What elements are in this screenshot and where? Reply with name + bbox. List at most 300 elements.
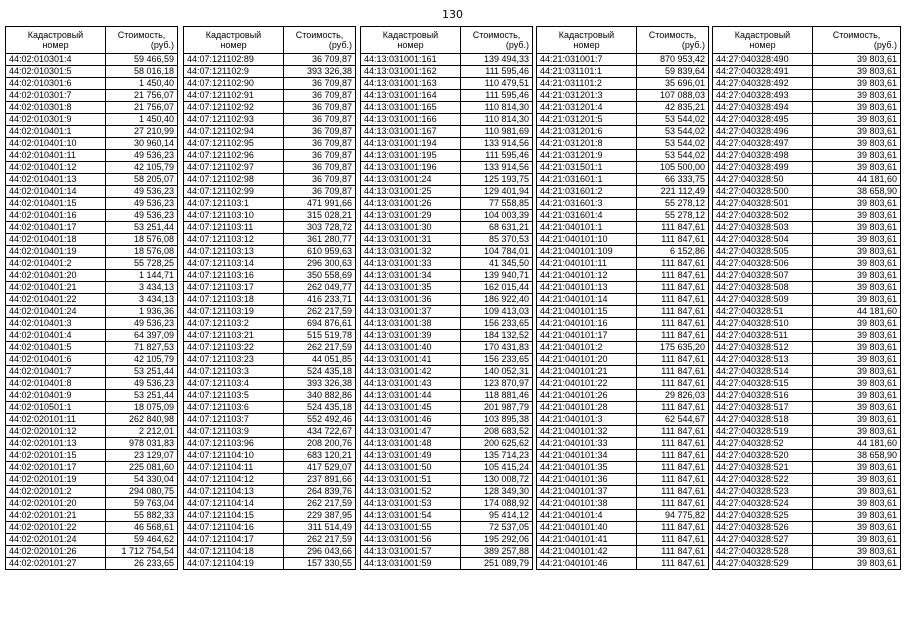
table-header-row bbox=[361, 27, 533, 54]
cadastral-number: 44:07:121104:14 bbox=[184, 498, 284, 510]
cost-value: 104 784,01 bbox=[461, 246, 533, 258]
cadastral-number: 44:02:010401:18 bbox=[6, 234, 106, 246]
cadastral-number: 44:27:040328:503 bbox=[713, 222, 813, 234]
cost-header-line2: (руб.) bbox=[505, 40, 529, 50]
cost-value: 53 544,02 bbox=[637, 138, 709, 150]
table-row bbox=[361, 78, 533, 90]
cadastral-number: 44:21:040101:4 bbox=[537, 510, 637, 522]
cadastral-number: 44:02:020101:19 bbox=[6, 474, 106, 486]
cadastral-table-2 bbox=[183, 26, 356, 570]
cost-header bbox=[637, 27, 709, 54]
table-row bbox=[6, 174, 178, 186]
cost-value: 393 326,38 bbox=[284, 378, 356, 390]
table-row bbox=[184, 66, 356, 78]
table-row bbox=[6, 126, 178, 138]
table-row bbox=[537, 258, 709, 270]
cadastral-number: 44:21:031601:4 bbox=[537, 210, 637, 222]
table-header-row bbox=[537, 27, 709, 54]
cost-value: 39 803,61 bbox=[813, 270, 901, 282]
cadastral-number: 44:13:031001:31 bbox=[361, 234, 461, 246]
cost-value: 64 397,09 bbox=[106, 330, 178, 342]
table-row bbox=[537, 78, 709, 90]
cadastral-number-header bbox=[537, 27, 637, 54]
table-row bbox=[713, 294, 901, 306]
cadastral-number: 44:21:031201:4 bbox=[537, 102, 637, 114]
table-row bbox=[361, 498, 533, 510]
cadastral-number: 44:27:040328:494 bbox=[713, 102, 813, 114]
cost-value: 3 434,13 bbox=[106, 282, 178, 294]
cost-value: 55 278,12 bbox=[637, 198, 709, 210]
table-row bbox=[184, 522, 356, 534]
table-row bbox=[6, 66, 178, 78]
cadastral-number: 44:13:031001:195 bbox=[361, 150, 461, 162]
cost-value: 49 536,23 bbox=[106, 210, 178, 222]
cost-value: 156 233,65 bbox=[461, 354, 533, 366]
cadastral-number: 44:13:031001:25 bbox=[361, 186, 461, 198]
cost-value: 39 803,61 bbox=[813, 414, 901, 426]
table-row bbox=[713, 342, 901, 354]
cadastral-number: 44:13:031001:29 bbox=[361, 210, 461, 222]
table-row bbox=[713, 234, 901, 246]
cost-value: 39 803,61 bbox=[813, 330, 901, 342]
table-row bbox=[361, 366, 533, 378]
cost-value: 53 251,44 bbox=[106, 222, 178, 234]
cost-value: 59 763,04 bbox=[106, 498, 178, 510]
cost-value: 36 709,87 bbox=[284, 138, 356, 150]
table-row bbox=[184, 114, 356, 126]
table-row bbox=[537, 366, 709, 378]
table-row bbox=[713, 162, 901, 174]
cadastral-number: 44:07:121102:9 bbox=[184, 66, 284, 78]
cadastral-number: 44:13:031001:167 bbox=[361, 126, 461, 138]
cost-value: 552 492,46 bbox=[284, 414, 356, 426]
cadastral-number: 44:13:031001:44 bbox=[361, 390, 461, 402]
cadastral-number: 44:02:010401:2 bbox=[6, 258, 106, 270]
table-row bbox=[361, 558, 533, 570]
cadastral-number: 44:07:121102:93 bbox=[184, 114, 284, 126]
cadastral-number: 44:21:040101:32 bbox=[537, 426, 637, 438]
cadastral-number: 44:21:031201:6 bbox=[537, 126, 637, 138]
table-row bbox=[184, 258, 356, 270]
cadastral-header-line2: номер bbox=[749, 40, 776, 50]
table-row bbox=[6, 150, 178, 162]
cadastral-number: 44:27:040328:518 bbox=[713, 414, 813, 426]
table-row bbox=[713, 486, 901, 498]
cadastral-number: 44:27:040328:495 bbox=[713, 114, 813, 126]
cadastral-header-line2: номер bbox=[42, 40, 69, 50]
cadastral-number: 44:13:031001:162 bbox=[361, 66, 461, 78]
table-row bbox=[537, 138, 709, 150]
cost-value: 71 827,53 bbox=[106, 342, 178, 354]
cost-header-line2: (руб.) bbox=[873, 40, 897, 50]
table-row bbox=[361, 414, 533, 426]
table-row bbox=[361, 102, 533, 114]
cadastral-number: 44:27:040328:520 bbox=[713, 450, 813, 462]
table-row bbox=[713, 498, 901, 510]
cadastral-number: 44:07:121104:12 bbox=[184, 474, 284, 486]
cadastral-number: 44:02:020101:11 bbox=[6, 414, 106, 426]
cost-value: 105 415,24 bbox=[461, 462, 533, 474]
cadastral-number: 44:02:020101:15 bbox=[6, 450, 106, 462]
cost-value: 111 847,61 bbox=[637, 282, 709, 294]
table-row bbox=[184, 270, 356, 282]
cadastral-number: 44:07:121103:23 bbox=[184, 354, 284, 366]
cost-value: 111 847,61 bbox=[637, 450, 709, 462]
table-row bbox=[713, 414, 901, 426]
table-row bbox=[184, 366, 356, 378]
cadastral-number: 44:07:121104:17 bbox=[184, 534, 284, 546]
table-row bbox=[537, 474, 709, 486]
cadastral-number-header bbox=[713, 27, 813, 54]
cost-value: 361 280,77 bbox=[284, 234, 356, 246]
cost-value: 39 803,61 bbox=[813, 498, 901, 510]
table-row bbox=[361, 54, 533, 66]
cadastral-number: 44:21:031001:7 bbox=[537, 54, 637, 66]
cadastral-number: 44:21:040101:3 bbox=[537, 414, 637, 426]
table-row bbox=[361, 210, 533, 222]
cadastral-header-line2: номер bbox=[573, 40, 600, 50]
table-row bbox=[184, 354, 356, 366]
table-row bbox=[6, 162, 178, 174]
cadastral-number: 44:13:031001:47 bbox=[361, 426, 461, 438]
table-row bbox=[6, 246, 178, 258]
cadastral-number: 44:13:031001:53 bbox=[361, 498, 461, 510]
cost-value: 683 120,21 bbox=[284, 450, 356, 462]
cadastral-number: 44:02:010401:9 bbox=[6, 390, 106, 402]
cost-value: 39 803,61 bbox=[813, 114, 901, 126]
table-row bbox=[184, 498, 356, 510]
table-row bbox=[6, 102, 178, 114]
cost-value: 107 088,03 bbox=[637, 90, 709, 102]
cost-value: 49 536,23 bbox=[106, 150, 178, 162]
cost-value: 111 847,61 bbox=[637, 438, 709, 450]
cadastral-number: 44:02:010401:20 bbox=[6, 270, 106, 282]
table-row bbox=[184, 558, 356, 570]
cadastral-number: 44:21:040101:36 bbox=[537, 474, 637, 486]
cost-value: 58 016,18 bbox=[106, 66, 178, 78]
table-row bbox=[6, 522, 178, 534]
cost-value: 303 728,72 bbox=[284, 222, 356, 234]
table-row bbox=[713, 330, 901, 342]
cadastral-number: 44:27:040328:508 bbox=[713, 282, 813, 294]
cadastral-table-3 bbox=[360, 26, 533, 570]
table-row bbox=[713, 138, 901, 150]
cadastral-header-line1: Кадастровый bbox=[27, 30, 84, 40]
cadastral-number: 44:27:040328:510 bbox=[713, 318, 813, 330]
cost-value: 30 960,14 bbox=[106, 138, 178, 150]
cost-value: 36 709,87 bbox=[284, 150, 356, 162]
cadastral-number: 44:02:020101:21 bbox=[6, 510, 106, 522]
table-row bbox=[6, 546, 178, 558]
page-number: 130 bbox=[442, 8, 463, 21]
cost-header bbox=[813, 27, 901, 54]
cost-value: 18 576,08 bbox=[106, 234, 178, 246]
table-row bbox=[713, 426, 901, 438]
cost-value: 55 882,33 bbox=[106, 510, 178, 522]
cost-value: 55 728,25 bbox=[106, 258, 178, 270]
cadastral-number: 44:07:121104:16 bbox=[184, 522, 284, 534]
cost-value: 53 251,44 bbox=[106, 366, 178, 378]
cadastral-header-line1: Кадастровый bbox=[734, 30, 791, 40]
cadastral-number: 44:07:121103:17 bbox=[184, 282, 284, 294]
cost-value: 162 015,44 bbox=[461, 282, 533, 294]
cost-value: 1 712 754,54 bbox=[106, 546, 178, 558]
cadastral-number: 44:21:040101:46 bbox=[537, 558, 637, 570]
cadastral-header-line1: Кадастровый bbox=[205, 30, 262, 40]
cost-value: 36 709,87 bbox=[284, 186, 356, 198]
cadastral-number: 44:07:121102:96 bbox=[184, 150, 284, 162]
cadastral-number-header bbox=[361, 27, 461, 54]
cadastral-number: 44:21:040101:109 bbox=[537, 246, 637, 258]
cost-header-line1: Стоимость, bbox=[832, 30, 881, 40]
cost-value: 434 722,67 bbox=[284, 426, 356, 438]
cadastral-number: 44:21:031601:1 bbox=[537, 174, 637, 186]
cadastral-number: 44:07:121102:99 bbox=[184, 186, 284, 198]
table-row bbox=[6, 378, 178, 390]
table-row bbox=[184, 282, 356, 294]
cost-value: 55 278,12 bbox=[637, 210, 709, 222]
cost-value: 95 414,12 bbox=[461, 510, 533, 522]
table-header-row bbox=[6, 27, 178, 54]
table-row bbox=[713, 270, 901, 282]
cadastral-number: 44:13:031001:35 bbox=[361, 282, 461, 294]
table-row bbox=[6, 330, 178, 342]
cadastral-number: 44:07:121104:10 bbox=[184, 450, 284, 462]
cadastral-number: 44:27:040328:500 bbox=[713, 186, 813, 198]
cadastral-number: 44:13:031001:194 bbox=[361, 138, 461, 150]
cadastral-number: 44:07:121103:11 bbox=[184, 222, 284, 234]
table-row bbox=[537, 294, 709, 306]
cost-value: 66 333,75 bbox=[637, 174, 709, 186]
cadastral-number: 44:27:040328:493 bbox=[713, 90, 813, 102]
cadastral-number: 44:27:040328:499 bbox=[713, 162, 813, 174]
cadastral-number: 44:02:020101:13 bbox=[6, 438, 106, 450]
table-row bbox=[6, 438, 178, 450]
cadastral-number: 44:13:031001:55 bbox=[361, 522, 461, 534]
table-row bbox=[537, 90, 709, 102]
table-row bbox=[713, 78, 901, 90]
cost-value: 262 217,59 bbox=[284, 498, 356, 510]
table-row bbox=[6, 282, 178, 294]
cadastral-number: 44:27:040328:51 bbox=[713, 306, 813, 318]
table-row bbox=[361, 474, 533, 486]
table-row bbox=[537, 126, 709, 138]
table-row bbox=[6, 114, 178, 126]
cadastral-number: 44:27:040328:507 bbox=[713, 270, 813, 282]
cadastral-number: 44:07:121103:2 bbox=[184, 318, 284, 330]
cadastral-number: 44:07:121103:18 bbox=[184, 294, 284, 306]
cadastral-number: 44:27:040328:527 bbox=[713, 534, 813, 546]
cost-value: 36 709,87 bbox=[284, 162, 356, 174]
cost-value: 111 595,46 bbox=[461, 90, 533, 102]
cadastral-number: 44:13:031001:45 bbox=[361, 402, 461, 414]
cost-value: 44 181,60 bbox=[813, 174, 901, 186]
table-row bbox=[537, 426, 709, 438]
cadastral-number: 44:27:040328:502 bbox=[713, 210, 813, 222]
cost-value: 262 217,59 bbox=[284, 306, 356, 318]
cost-value: 340 882,86 bbox=[284, 390, 356, 402]
table-row bbox=[361, 270, 533, 282]
table-row bbox=[361, 114, 533, 126]
cost-header bbox=[284, 27, 356, 54]
table-row bbox=[361, 390, 533, 402]
table-row bbox=[184, 90, 356, 102]
table-row bbox=[6, 306, 178, 318]
table-row bbox=[537, 66, 709, 78]
cadastral-number: 44:21:040101:34 bbox=[537, 450, 637, 462]
cadastral-number: 44:27:040328:506 bbox=[713, 258, 813, 270]
cost-value: 111 847,61 bbox=[637, 426, 709, 438]
cadastral-number: 44:07:121104:19 bbox=[184, 558, 284, 570]
cost-value: 350 558,69 bbox=[284, 270, 356, 282]
cost-header-line1: Стоимость, bbox=[295, 30, 344, 40]
cost-value: 109 413,03 bbox=[461, 306, 533, 318]
cadastral-number: 44:02:010401:6 bbox=[6, 354, 106, 366]
cost-value: 1 936,36 bbox=[106, 306, 178, 318]
cost-value: 39 803,61 bbox=[813, 54, 901, 66]
table-row bbox=[6, 402, 178, 414]
cadastral-number: 44:07:121103:19 bbox=[184, 306, 284, 318]
cadastral-number: 44:27:040328:521 bbox=[713, 462, 813, 474]
cost-value: 111 847,61 bbox=[637, 522, 709, 534]
table-row bbox=[361, 246, 533, 258]
cost-value: 195 292,06 bbox=[461, 534, 533, 546]
cost-value: 39 803,61 bbox=[813, 258, 901, 270]
table-row bbox=[537, 414, 709, 426]
cost-value: 39 803,61 bbox=[813, 90, 901, 102]
cost-value: 111 847,61 bbox=[637, 558, 709, 570]
cost-value: 1 450,40 bbox=[106, 114, 178, 126]
cost-value: 294 080,75 bbox=[106, 486, 178, 498]
cost-value: 53 251,44 bbox=[106, 390, 178, 402]
cost-value: 26 233,65 bbox=[106, 558, 178, 570]
cadastral-number: 44:27:040328:526 bbox=[713, 522, 813, 534]
table-row bbox=[6, 318, 178, 330]
cost-value: 262 049,77 bbox=[284, 282, 356, 294]
table-row bbox=[361, 126, 533, 138]
cost-value: 58 205,07 bbox=[106, 174, 178, 186]
table-row bbox=[184, 294, 356, 306]
cadastral-number: 44:21:040101:42 bbox=[537, 546, 637, 558]
table-row bbox=[6, 414, 178, 426]
cadastral-number: 44:27:040328:511 bbox=[713, 330, 813, 342]
cost-value: 221 112,49 bbox=[637, 186, 709, 198]
table-row bbox=[537, 534, 709, 546]
cost-value: 111 847,61 bbox=[637, 258, 709, 270]
table-row bbox=[184, 438, 356, 450]
cadastral-number: 44:07:121102:95 bbox=[184, 138, 284, 150]
cadastral-number: 44:27:040328:52 bbox=[713, 438, 813, 450]
cadastral-number: 44:13:031001:38 bbox=[361, 318, 461, 330]
cadastral-number: 44:07:121103:9 bbox=[184, 426, 284, 438]
table-row bbox=[6, 534, 178, 546]
table-row bbox=[6, 54, 178, 66]
cost-value: 46 568,61 bbox=[106, 522, 178, 534]
cost-value: 389 257,88 bbox=[461, 546, 533, 558]
cadastral-number: 44:02:010401:13 bbox=[6, 174, 106, 186]
cost-value: 44 181,60 bbox=[813, 306, 901, 318]
cost-value: 225 081,60 bbox=[106, 462, 178, 474]
cadastral-number: 44:13:031001:51 bbox=[361, 474, 461, 486]
cadastral-number: 44:07:121102:94 bbox=[184, 126, 284, 138]
table-row bbox=[6, 366, 178, 378]
cadastral-number: 44:07:121103:21 bbox=[184, 330, 284, 342]
table-row bbox=[361, 546, 533, 558]
cost-value: 53 544,02 bbox=[637, 150, 709, 162]
table-row bbox=[537, 546, 709, 558]
cadastral-number: 44:27:040328:496 bbox=[713, 126, 813, 138]
cost-value: 94 775,82 bbox=[637, 510, 709, 522]
table-row bbox=[713, 390, 901, 402]
cadastral-number: 44:02:010301:7 bbox=[6, 90, 106, 102]
cost-value: 208 683,52 bbox=[461, 426, 533, 438]
cost-value: 978 031,83 bbox=[106, 438, 178, 450]
table-row bbox=[184, 330, 356, 342]
table-row bbox=[6, 210, 178, 222]
cadastral-number: 44:27:040328:490 bbox=[713, 54, 813, 66]
cadastral-number: 44:13:031001:50 bbox=[361, 462, 461, 474]
table-row bbox=[713, 222, 901, 234]
cost-value: 49 536,23 bbox=[106, 378, 178, 390]
cadastral-number: 44:07:121104:11 bbox=[184, 462, 284, 474]
cost-value: 39 803,61 bbox=[813, 462, 901, 474]
table-header-row bbox=[184, 27, 356, 54]
cost-value: 39 803,61 bbox=[813, 546, 901, 558]
cost-value: 39 803,61 bbox=[813, 390, 901, 402]
cost-value: 18 075,09 bbox=[106, 402, 178, 414]
cost-value: 111 847,61 bbox=[637, 222, 709, 234]
table-row bbox=[184, 390, 356, 402]
table-row bbox=[361, 282, 533, 294]
cadastral-number: 44:13:031001:46 bbox=[361, 414, 461, 426]
cadastral-number: 44:27:040328:517 bbox=[713, 402, 813, 414]
table-row bbox=[361, 306, 533, 318]
cadastral-number: 44:02:010401:12 bbox=[6, 162, 106, 174]
cost-value: 103 895,38 bbox=[461, 414, 533, 426]
table-row bbox=[184, 174, 356, 186]
cost-value: 111 847,61 bbox=[637, 546, 709, 558]
cost-value: 44 051,85 bbox=[284, 354, 356, 366]
cost-value: 36 709,87 bbox=[284, 114, 356, 126]
cadastral-number: 44:07:121102:92 bbox=[184, 102, 284, 114]
cost-value: 111 847,61 bbox=[637, 462, 709, 474]
table-row bbox=[537, 510, 709, 522]
cadastral-number: 44:13:031001:49 bbox=[361, 450, 461, 462]
cost-value: 139 940,71 bbox=[461, 270, 533, 282]
cadastral-number: 44:02:010301:9 bbox=[6, 114, 106, 126]
cost-header-line1: Стоимость, bbox=[648, 30, 697, 40]
cost-value: 21 756,07 bbox=[106, 102, 178, 114]
cost-value: 515 519,78 bbox=[284, 330, 356, 342]
cadastral-number: 44:13:031001:59 bbox=[361, 558, 461, 570]
cadastral-number: 44:21:040101:26 bbox=[537, 390, 637, 402]
cost-value: 139 494,33 bbox=[461, 54, 533, 66]
cost-value: 184 132,52 bbox=[461, 330, 533, 342]
cost-value: 39 803,61 bbox=[813, 234, 901, 246]
table-row bbox=[713, 366, 901, 378]
table-row bbox=[537, 390, 709, 402]
cadastral-number: 44:13:031001:26 bbox=[361, 198, 461, 210]
table-row bbox=[537, 330, 709, 342]
cost-value: 36 709,87 bbox=[284, 90, 356, 102]
cadastral-number: 44:07:121103:10 bbox=[184, 210, 284, 222]
table-row bbox=[537, 354, 709, 366]
cost-value: 311 514,49 bbox=[284, 522, 356, 534]
cadastral-table-1 bbox=[5, 26, 178, 570]
cadastral-number: 44:21:040101:37 bbox=[537, 486, 637, 498]
table-row bbox=[361, 438, 533, 450]
cost-value: 175 635,20 bbox=[637, 342, 709, 354]
